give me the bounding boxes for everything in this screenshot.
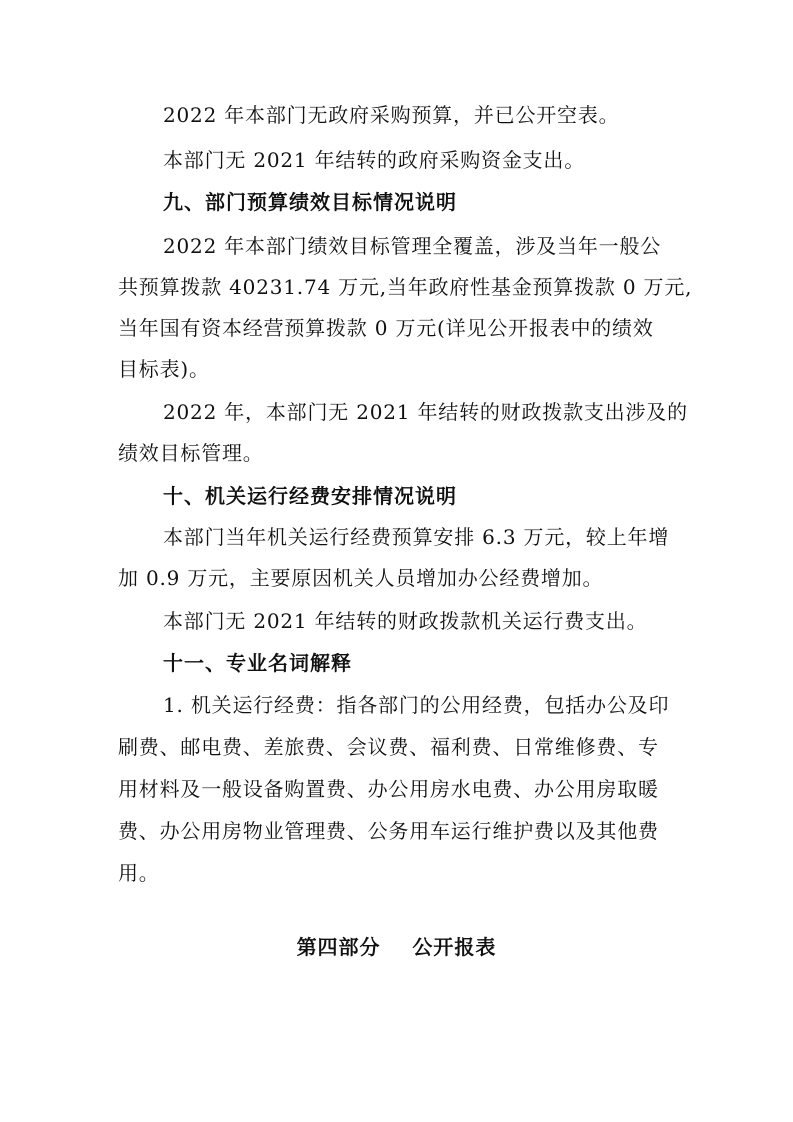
paragraph-line: 1. 机关运行经费：指各部门的公用经费，包括办公及印: [163, 693, 670, 717]
part-title-public-reports: 第四部分 公开报表: [296, 935, 497, 959]
paragraph-line: 刷费、邮电费、差旅费、会议费、福利费、日常维修费、专: [118, 735, 659, 759]
paragraph-line: 2022 年，本部门无 2021 年结转的财政拨款支出涉及的: [163, 400, 688, 424]
paragraph-no-procurement-budget: 2022 年本部门无政府采购预算，并已公开空表。: [163, 103, 620, 127]
paragraph-no-procurement-carryover: 本部门无 2021 年结转的政府采购资金支出。: [163, 148, 586, 172]
section-heading-glossary: 十一、专业名词解释: [163, 651, 352, 675]
paragraph-no-operating-carryover: 本部门无 2021 年结转的财政拨款机关运行费支出。: [163, 609, 648, 633]
paragraph-line: 当年国有资本经营预算拨款 0 万元(详见公开报表中的绩效: [118, 316, 654, 340]
section-heading-operating-expenses: 十、机关运行经费安排情况说明: [163, 484, 457, 508]
paragraph-line: 本部门当年机关运行经费预算安排 6.3 万元，较上年增: [163, 525, 670, 549]
paragraph-line: 用材料及一般设备购置费、办公用房水电费、办公用房取暖: [118, 777, 659, 801]
paragraph-line: 绩效目标管理。: [118, 441, 264, 465]
paragraph-line: 加 0.9 万元，主要原因机关人员增加办公经费增加。: [118, 566, 604, 590]
paragraph-line: 费、办公用房物业管理费、公务用车运行维护费以及其他费: [118, 819, 659, 843]
paragraph-line: 共预算拨款 40231.74 万元,当年政府性基金预算拨款 0 万元,: [118, 275, 693, 299]
paragraph-line: 目标表)。: [118, 357, 210, 381]
paragraph-line: 用。: [118, 861, 160, 885]
section-heading-performance-goals: 九、部门预算绩效目标情况说明: [163, 190, 457, 214]
paragraph-line: 2022 年本部门绩效目标管理全覆盖，涉及当年一般公: [163, 234, 662, 258]
